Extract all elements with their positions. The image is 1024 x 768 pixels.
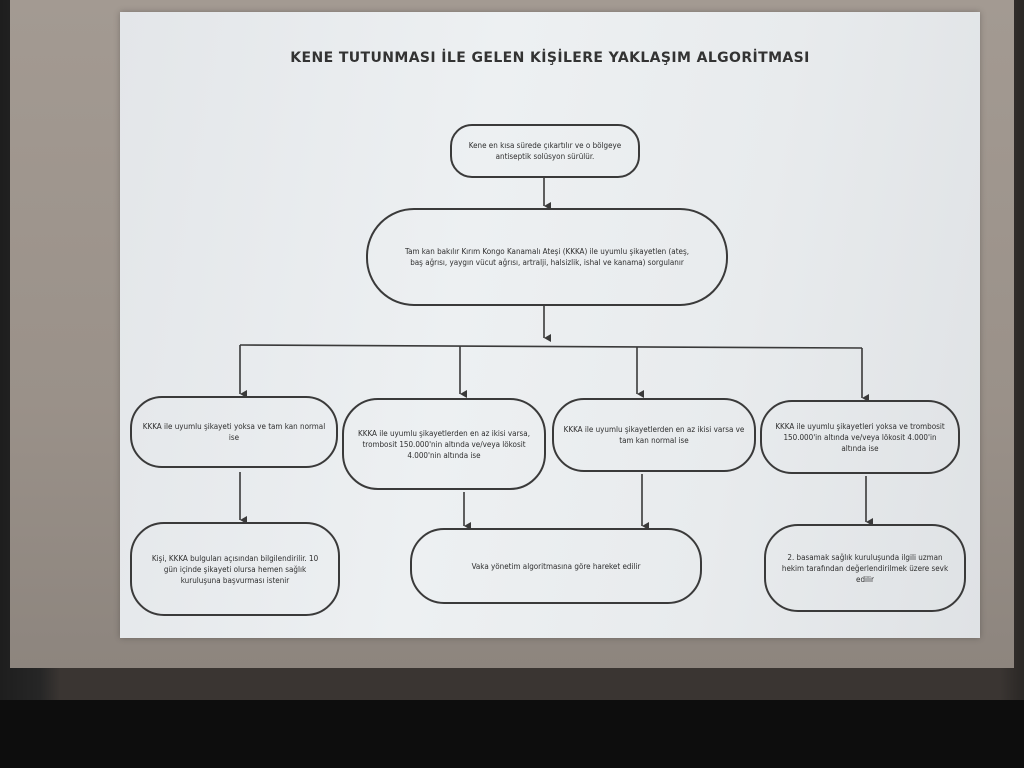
floor-shadow <box>0 700 1024 768</box>
node-start-text: Kene en kısa sürede çıkartılır ve o bölgeye antiseptik solüsyon sürülür. <box>468 141 622 161</box>
node-outcome-mid-text: Vaka yönetim algoritmasına göre hareket edilir <box>471 561 641 571</box>
node-blood-test <box>366 208 728 306</box>
slide <box>120 12 980 638</box>
slide-title: KENE TUTUNMASI İLE GELEN KİŞİLERE YAKLAŞIM ALGORİTMASI <box>290 50 810 66</box>
node-outcome4-text: 2. basamak sağlık kuruluşunda ilgili uzman hekim tarafından değerlendirilmek üzere sevk edilir <box>781 552 949 584</box>
node-branch4 <box>760 400 960 474</box>
node-branch3 <box>552 398 756 472</box>
node-branch1-text: KKKA ile uyumlu şikayeti yoksa ve tam kan normal ise <box>142 422 326 442</box>
node-outcome1-text: Kişi, KKKA bulguları açısından bilgilendirilir. 10 gün içinde şikayeti olursa hemen sağlık kuruluşuna başvurması istenir <box>151 553 319 585</box>
node-branch1 <box>130 396 338 468</box>
node-branch2-text: KKKA ile uyumlu şikayetlerden en az ikisi varsa, trombosit 150.000'nin altında ve/veya lökosit 4.000'nin altında ise <box>358 428 530 460</box>
node-start <box>450 124 640 178</box>
branch-bus <box>240 345 862 348</box>
node-blood-test-text: Tam kan bakılır Kırım Kongo Kanamalı Ateşi (KKKA) ile uyumlu şikayetlen (ateş, baş ağrısı, yaygın vücut ağrısı, artralji, halsizlik, ishal ve kanama) sorgulanır <box>405 247 689 267</box>
node-branch4-text: KKKA ile uyumlu şikayetleri yoksa ve trombosit 150.000'in altında ve/veya lökosit 4.000'in altında ise <box>775 421 945 453</box>
node-outcome1 <box>130 522 340 616</box>
node-outcome-mid <box>410 528 702 604</box>
node-outcome4 <box>764 524 966 612</box>
node-branch2 <box>342 398 546 490</box>
node-branch3-text: KKKA ile uyumlu şikayetlerden en az ikisi varsa ve tam kan normal ise <box>563 425 745 445</box>
